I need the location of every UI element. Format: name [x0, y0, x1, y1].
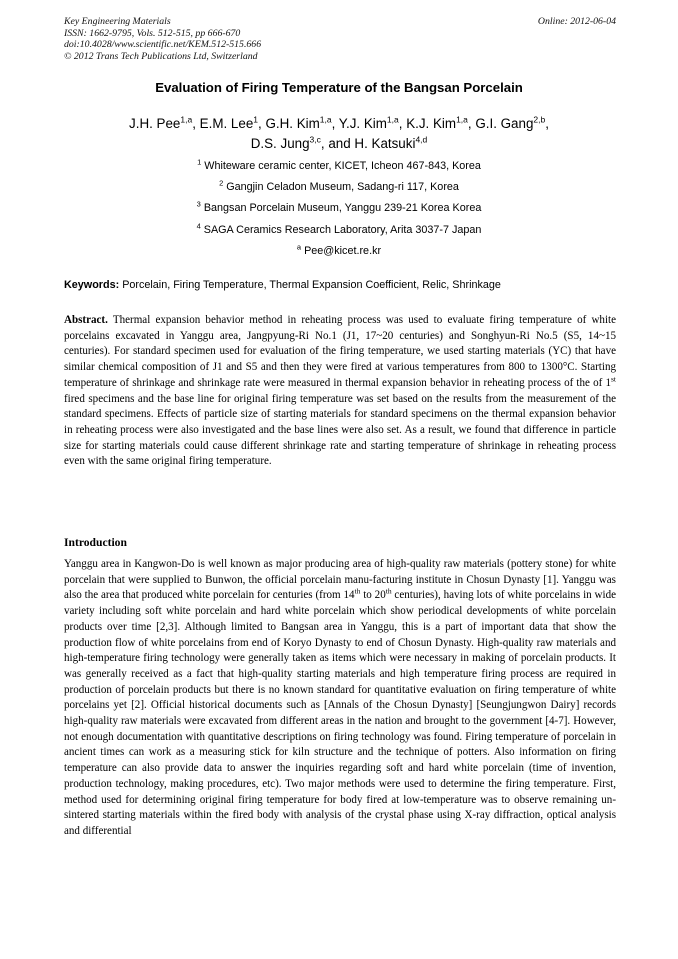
- abstract: [64, 313, 616, 470]
- ordinal-suffix: th: [354, 586, 361, 596]
- affiliation: [60, 220, 618, 241]
- author-separator: ,: [192, 116, 200, 131]
- affiliation-text: Bangsan Porcelain Museum, Yanggu 239-21 Korea Korea: [203, 202, 482, 215]
- paper-title: Evaluation of Firing Temperature of the Bangsan Porcelain: [155, 80, 523, 95]
- author-separator: ,: [467, 116, 476, 131]
- author-separator: ,: [398, 116, 407, 131]
- introduction-body: [64, 557, 616, 840]
- author-separator: ,: [331, 116, 339, 131]
- intro-text: Yanggu area in Kangwon-Do is well known as major producing area of high-quality raw materials (pottery stone) for white porcelain that were supplied to Bunwon, the official porcelain manu-facturing institute in Chosun Dynasty [1]. Yanggu was also the area that produced white porcelain for centuries (from 14: [64, 558, 616, 602]
- author-affiliation-mark: 2,b: [533, 114, 546, 125]
- keywords: [64, 278, 616, 292]
- journal-header: [64, 16, 484, 62]
- affiliation-mark: 4: [196, 221, 201, 231]
- affiliation-mark: 3: [196, 199, 201, 209]
- affiliation: [60, 156, 618, 177]
- intro-text: to 20: [360, 589, 386, 602]
- author-affiliation-mark: 1: [253, 114, 258, 125]
- intro-text: centuries), having lots of white porcelains in wide variety including soft white porcelain and hard white porcelain which show periodical developments of white porcelain products over time [2,3]. Although limited to Bangsan area in Yanggu, this is a part of important data that show the production flow of white porcelains from end of Koryo Dynasty to end of Chosun Dynasty. High-quality raw materials and high-temperature firing technology were generally taken as items which were necessary in making of porcelain products. It was generally received as a fact that high-quality starting materials and high temperature firing process are required in production of porcelain products but there is no known standard for quantitative evaluation on firing temperature of white porcelains yet [2]. Official historical documents such as [Annals of the Chosun Dynasty] [Seungjungwon Dairy] records high-quality raw materials were excavated from different areas in the nation and brought to the government [4-7]. However, not enough documentation with quantitative descriptions on firing technology was found. Firing temperature of porcelain in ancient times can work as a measuring stick for kiln structure and the technique of potters. Also information on firing temperature can also provide data to answer the inquiries regarding soft and hard white porcelain (time of invention, production technology, making procedures, etc). Two major methods were used to determine the firing temperature. First, method used for determining original firing temperature for body fired at low-temperature was to observe remaining un-sintered starting materials within the fired body with analysis of the crystal phase using X-ray diffraction, optical analysis and differential: [64, 589, 616, 837]
- ordinal-suffix: th: [385, 586, 392, 596]
- author-list: [60, 114, 618, 154]
- abstract-text: Thermal expansion behavior method in reheating process was used to evaluate firing temperature of white porcelains excavated in Yanggu area, Jangpyung-Ri No.1 (J1, 17~20 centuries) and Songhyun-Ri No.5 (S5, 14~15 centuries). For standard specimen used for evaluation of the firing temperature, we used starting materials (YC) that have similar chemical composition of J1 and S5 and then they were fired at various temperatures from 800 to 1300°C. Starting temperature of shrinkage and shrinkage rate were measured in thermal expansion behavior in reheating process of the of 1: [64, 314, 616, 389]
- journal-doi: doi:10.4028/www.scientific.net/KEM.512-515.666: [64, 39, 262, 51]
- keywords-label: Keywords:: [64, 279, 120, 291]
- affiliation-text: Gangjin Celadon Museum, Sadang-ri 117, Korea: [226, 181, 459, 194]
- author: H. Katsuki: [354, 136, 416, 151]
- keywords-text: Porcelain, Firing Temperature, Thermal Expansion Coefficient, Relic, Shrinkage: [122, 279, 501, 291]
- section-heading-introduction: Introduction: [64, 536, 127, 549]
- author: G.I. Gang: [475, 116, 534, 131]
- author-affiliation-mark: 1,a: [386, 114, 399, 125]
- affiliation-text: SAGA Ceramics Research Laboratory, Arita 3037-7 Japan: [203, 223, 482, 236]
- author: D.S. Jung: [250, 136, 310, 151]
- journal-copyright: © 2012 Trans Tech Publications Ltd, Switzerland: [64, 50, 258, 62]
- contact-email: [60, 241, 618, 262]
- author-separator: ,: [258, 116, 266, 131]
- journal-name: Key Engineering Materials: [64, 16, 171, 27]
- author-separator: ,: [545, 116, 549, 131]
- author-affiliation-mark: 1,a: [180, 114, 193, 125]
- author: G.H. Kim: [265, 116, 320, 131]
- abstract-text: fired specimens and the base line for original firing temperature was set based on the results from the measurement of the standard specimens. Effects of particle size of starting materials for standard specimens on the thermal expansion behavior in reheating process were also investigated and the base lines were also set. As a result, we found that difference in particle size for starting materials could cause different shrinkage rate and starting temperature of shrinkage in reheating process even with the same original firing temperature.: [64, 392, 616, 468]
- author-separator: , and: [320, 136, 355, 151]
- author-affiliation-mark: 3,c: [309, 134, 321, 145]
- author: K.J. Kim: [406, 116, 457, 131]
- abstract-label: Abstract.: [64, 314, 108, 326]
- online-date: Online: 2012-06-04: [537, 16, 616, 27]
- author-affiliation-mark: 1,a: [319, 114, 332, 125]
- author: Y.J. Kim: [338, 116, 387, 131]
- affiliation-list: [60, 156, 618, 262]
- ordinal-suffix: st: [610, 374, 616, 384]
- affiliation: [60, 177, 618, 198]
- email-text: Pee@kicet.re.kr: [304, 244, 382, 257]
- author: J.H. Pee: [129, 116, 181, 131]
- affiliation-text: Whiteware ceramic center, KICET, Icheon 467-843, Korea: [204, 160, 481, 172]
- author-affiliation-mark: 4,d: [415, 134, 428, 145]
- affiliation: [60, 198, 618, 219]
- affiliation-mark: 2: [219, 178, 224, 188]
- affiliation-mark: a: [296, 242, 302, 252]
- journal-issn: ISSN: 1662-9795, Vols. 512-515, pp 666-670: [64, 27, 241, 39]
- affiliation-mark: 1: [197, 157, 202, 167]
- author: E.M. Lee: [199, 116, 254, 131]
- author-affiliation-mark: 1,a: [456, 114, 468, 125]
